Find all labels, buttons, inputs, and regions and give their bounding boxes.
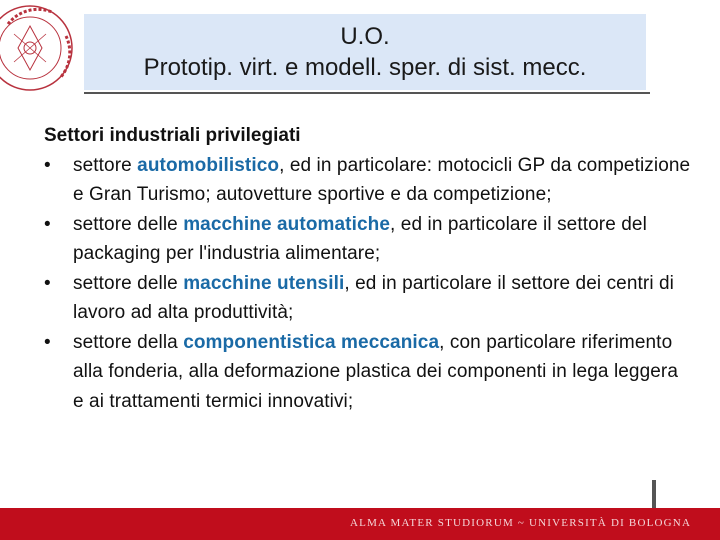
title-line-2: Prototip. virt. e modell. sper. di sist. mecc. xyxy=(143,54,587,81)
university-seal-icon xyxy=(0,0,78,100)
bullet: • xyxy=(44,154,51,176)
footer-university-name: ALMA MATER STUDIORUM ~ UNIVERSITÀ DI BOLOGNA xyxy=(350,517,692,529)
item-highlight: macchine utensili xyxy=(183,272,345,294)
title-line-1: U.O. xyxy=(340,23,390,50)
item-text-suffix: , con particolare riferimento alla fonderia, alla deformazione plastica dei componenti in lega leggera e ai trattamenti termici innovativi; xyxy=(73,331,679,412)
footer-band xyxy=(0,508,720,540)
bullet: • xyxy=(44,213,51,235)
item-text-prefix: settore della xyxy=(73,331,184,353)
item-highlight: automobilistico xyxy=(137,154,280,176)
list-item xyxy=(44,269,694,328)
sector-list xyxy=(44,151,694,417)
slide-title xyxy=(84,14,646,90)
bullet: • xyxy=(44,331,51,353)
section-heading: Settori industriali privilegiati xyxy=(44,125,301,146)
item-highlight: componentistica meccanica xyxy=(183,331,440,353)
title-divider xyxy=(84,92,650,94)
list-item xyxy=(44,151,694,210)
item-text-suffix: , ed in particolare: motocicli GP da competizione e Gran Turismo; autovetture sportive e da competizione; xyxy=(73,154,691,205)
item-highlight: macchine automatiche xyxy=(183,213,391,235)
bullet: • xyxy=(44,272,51,294)
item-text-prefix: settore delle xyxy=(73,272,184,294)
item-text-suffix: , ed in particolare il settore del packaging per l'industria alimentare; xyxy=(73,213,647,264)
item-text-suffix: , ed in particolare il settore dei centri di lavoro ad alta produttività; xyxy=(73,272,675,323)
item-text-prefix: settore xyxy=(73,154,138,176)
list-item xyxy=(44,210,694,269)
item-text-prefix: settore delle xyxy=(73,213,184,235)
slide-content xyxy=(44,121,694,416)
list-item xyxy=(44,328,694,417)
